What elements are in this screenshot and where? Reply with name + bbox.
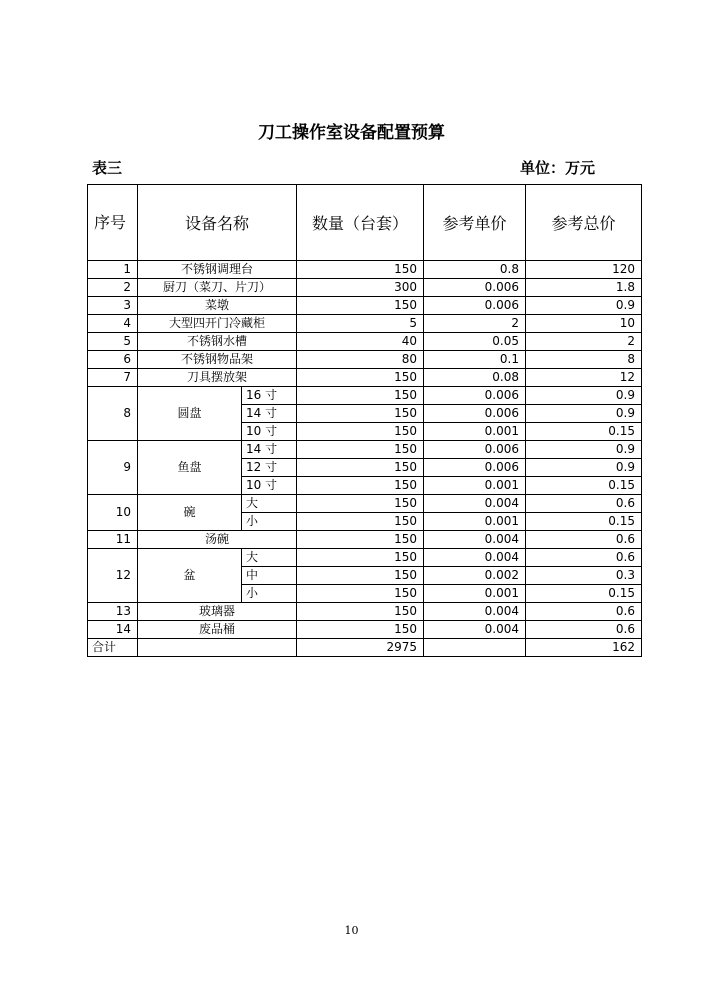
row-unit-price: 0.006 (424, 459, 526, 477)
row-unit-price: 0.006 (424, 279, 526, 297)
row-total-price: 8 (526, 351, 642, 369)
table-row (88, 351, 642, 369)
row-total-price: 0.15 (526, 477, 642, 495)
row-qty: 40 (297, 333, 424, 351)
row-seq: 1 (88, 261, 138, 279)
header-unit-price: 参考单价 (424, 185, 526, 261)
row-qty: 5 (297, 315, 424, 333)
row-unit-price: 0.8 (424, 261, 526, 279)
header-qty: 数量（台套） (297, 185, 424, 261)
row-total-price: 0.3 (526, 567, 642, 585)
row-unit-price: 0.001 (424, 513, 526, 531)
row-name: 鱼盘 (138, 441, 242, 495)
total-label: 合计 (88, 639, 138, 657)
row-unit-price: 0.004 (424, 531, 526, 549)
table-row (88, 603, 642, 621)
budget-table (87, 184, 642, 657)
total-unit-price-empty (424, 639, 526, 657)
row-name: 圆盘 (138, 387, 242, 441)
row-qty: 150 (297, 261, 424, 279)
row-seq: 7 (88, 369, 138, 387)
table-row (88, 387, 642, 405)
row-unit-price: 0.006 (424, 297, 526, 315)
row-unit-price: 0.001 (424, 477, 526, 495)
row-size: 16 寸 (242, 387, 297, 405)
row-unit-price: 2 (424, 315, 526, 333)
header-name: 设备名称 (138, 185, 297, 261)
page-title: 刀工操作室设备配置预算 (258, 123, 445, 143)
row-seq: 4 (88, 315, 138, 333)
table-row (88, 441, 642, 459)
row-total-price: 0.15 (526, 585, 642, 603)
row-qty: 150 (297, 621, 424, 639)
table-row (88, 495, 642, 513)
table-row (88, 369, 642, 387)
row-total-price: 0.6 (526, 531, 642, 549)
row-qty: 150 (297, 297, 424, 315)
row-unit-price: 0.001 (424, 585, 526, 603)
row-total-price: 10 (526, 315, 642, 333)
row-seq: 12 (88, 549, 138, 603)
row-seq: 14 (88, 621, 138, 639)
row-qty: 150 (297, 549, 424, 567)
row-size: 12 寸 (242, 459, 297, 477)
row-size: 小 (242, 585, 297, 603)
row-qty: 80 (297, 351, 424, 369)
row-unit-price: 0.002 (424, 567, 526, 585)
row-qty: 150 (297, 531, 424, 549)
row-seq: 8 (88, 387, 138, 441)
row-seq: 13 (88, 603, 138, 621)
row-unit-price: 0.006 (424, 387, 526, 405)
row-qty: 150 (297, 441, 424, 459)
row-qty: 150 (297, 387, 424, 405)
row-total-price: 120 (526, 261, 642, 279)
total-qty: 2975 (297, 639, 424, 657)
row-size: 10 寸 (242, 423, 297, 441)
unit-label: 单位：万元 (520, 159, 596, 177)
row-unit-price: 0.006 (424, 405, 526, 423)
row-name: 菜墩 (138, 297, 297, 315)
table-row (88, 261, 642, 279)
row-name: 碗 (138, 495, 242, 531)
row-seq: 6 (88, 351, 138, 369)
row-size: 14 寸 (242, 405, 297, 423)
row-total-price: 0.9 (526, 441, 642, 459)
row-name: 厨刀（菜刀、片刀） (138, 279, 297, 297)
table-row (88, 621, 642, 639)
table-header-row (88, 185, 642, 261)
row-qty: 150 (297, 603, 424, 621)
row-total-price: 0.6 (526, 495, 642, 513)
row-size: 小 (242, 513, 297, 531)
table-row (88, 549, 642, 567)
row-total-price: 0.6 (526, 549, 642, 567)
row-name: 玻璃器 (138, 603, 297, 621)
row-total-price: 0.6 (526, 621, 642, 639)
row-name: 不锈钢物品架 (138, 351, 297, 369)
row-total-price: 0.9 (526, 387, 642, 405)
table-row (88, 333, 642, 351)
table-row (88, 315, 642, 333)
table-row (88, 297, 642, 315)
row-total-price: 0.15 (526, 513, 642, 531)
total-price: 162 (526, 639, 642, 657)
row-size: 14 寸 (242, 441, 297, 459)
row-seq: 2 (88, 279, 138, 297)
row-total-price: 1.8 (526, 279, 642, 297)
row-name: 不锈钢调理台 (138, 261, 297, 279)
row-size: 大 (242, 495, 297, 513)
row-qty: 150 (297, 369, 424, 387)
row-qty: 300 (297, 279, 424, 297)
row-total-price: 12 (526, 369, 642, 387)
row-unit-price: 0.006 (424, 441, 526, 459)
row-total-price: 0.15 (526, 423, 642, 441)
row-total-price: 0.9 (526, 459, 642, 477)
row-qty: 150 (297, 495, 424, 513)
header-seq: 序号 (88, 185, 138, 261)
row-unit-price: 0.05 (424, 333, 526, 351)
row-unit-price: 0.08 (424, 369, 526, 387)
table-label: 表三 (92, 159, 123, 177)
row-total-price: 0.9 (526, 297, 642, 315)
row-size: 10 寸 (242, 477, 297, 495)
total-row (88, 639, 642, 657)
row-unit-price: 0.004 (424, 549, 526, 567)
row-qty: 150 (297, 423, 424, 441)
row-qty: 150 (297, 513, 424, 531)
row-qty: 150 (297, 585, 424, 603)
row-unit-price: 0.004 (424, 495, 526, 513)
table-row (88, 531, 642, 549)
row-unit-price: 0.004 (424, 603, 526, 621)
row-name: 盆 (138, 549, 242, 603)
row-total-price: 2 (526, 333, 642, 351)
page-number: 10 (344, 924, 359, 937)
row-total-price: 0.9 (526, 405, 642, 423)
row-name: 刀具摆放架 (138, 369, 297, 387)
row-total-price: 0.6 (526, 603, 642, 621)
row-name: 废品桶 (138, 621, 297, 639)
row-qty: 150 (297, 567, 424, 585)
row-qty: 150 (297, 459, 424, 477)
row-qty: 150 (297, 477, 424, 495)
row-seq: 3 (88, 297, 138, 315)
row-size: 大 (242, 549, 297, 567)
table-row (88, 279, 642, 297)
row-name: 汤碗 (138, 531, 297, 549)
row-unit-price: 0.001 (424, 423, 526, 441)
row-unit-price: 0.004 (424, 621, 526, 639)
row-seq: 10 (88, 495, 138, 531)
row-unit-price: 0.1 (424, 351, 526, 369)
row-name: 大型四开门冷藏柜 (138, 315, 297, 333)
row-seq: 5 (88, 333, 138, 351)
row-seq: 11 (88, 531, 138, 549)
total-name-empty (138, 639, 297, 657)
row-name: 不锈钢水槽 (138, 333, 297, 351)
header-total-price: 参考总价 (526, 185, 642, 261)
row-seq: 9 (88, 441, 138, 495)
row-size: 中 (242, 567, 297, 585)
row-qty: 150 (297, 405, 424, 423)
